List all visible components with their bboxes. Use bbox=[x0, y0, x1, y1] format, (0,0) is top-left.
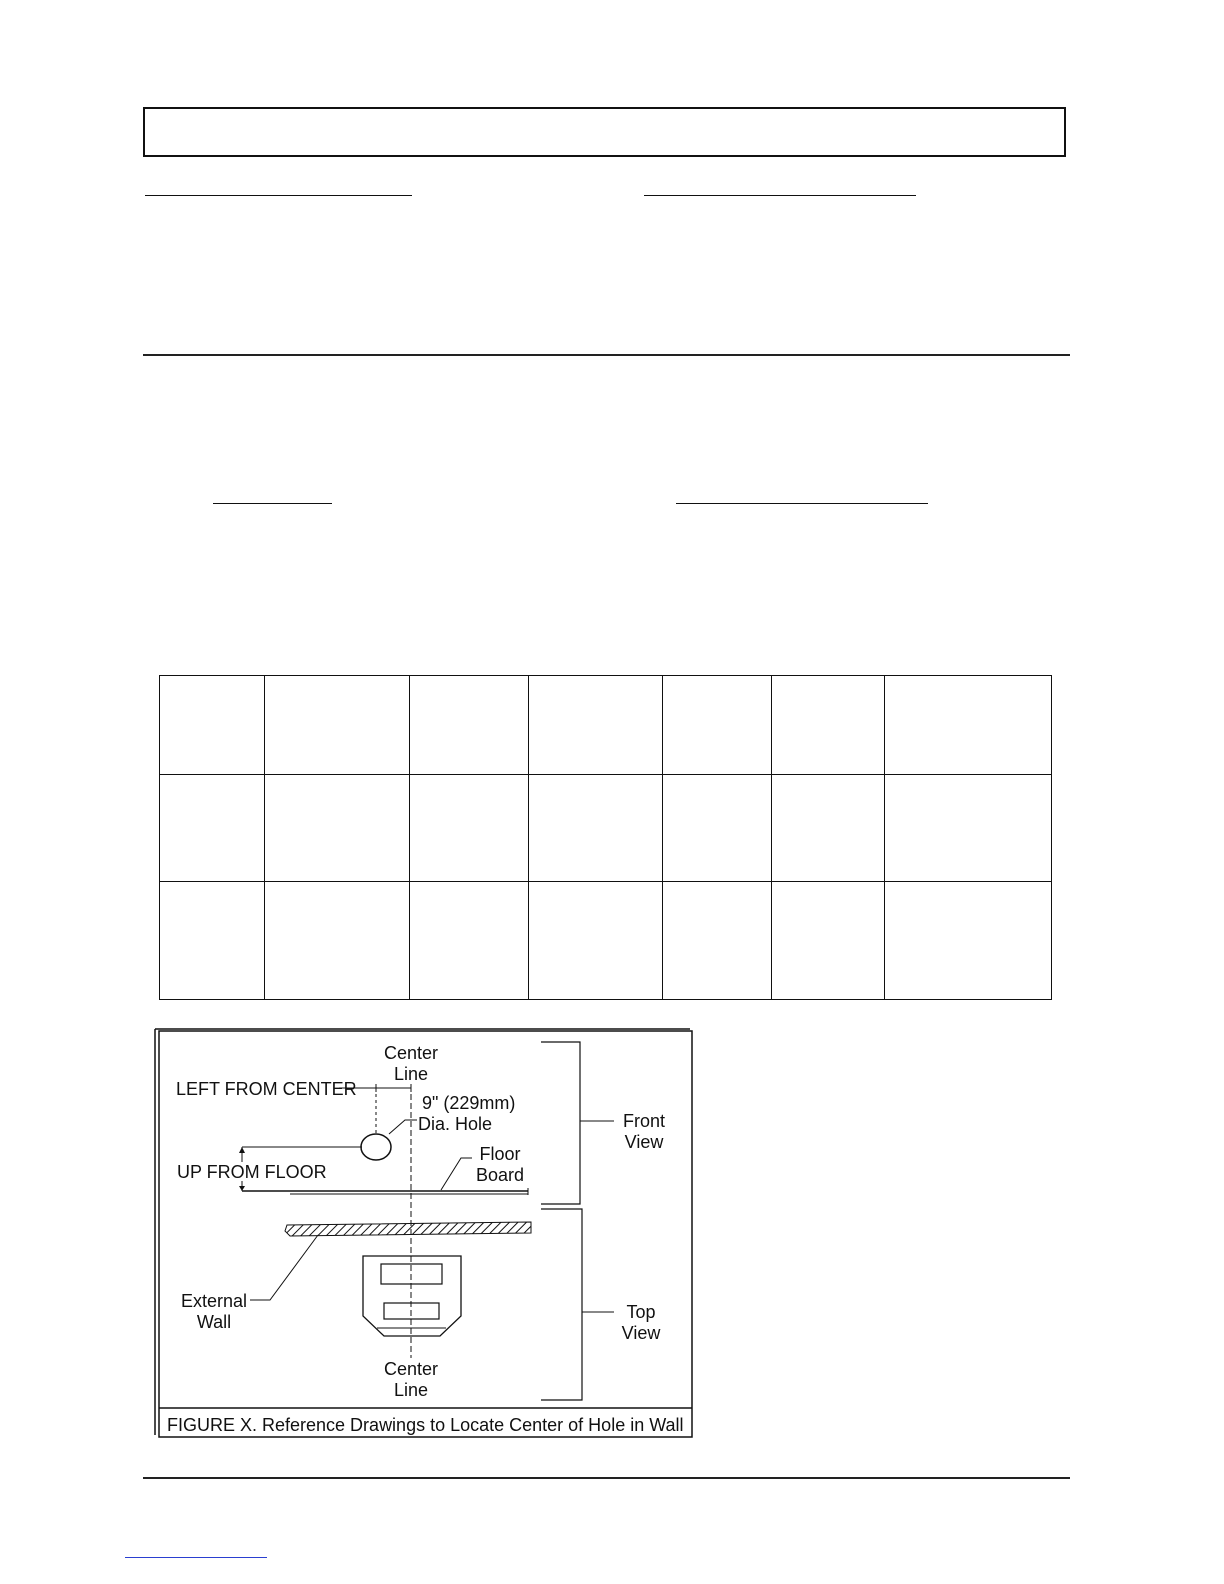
reference-figure bbox=[150, 1022, 700, 1442]
table-cell[interactable] bbox=[663, 775, 772, 882]
table-cell[interactable] bbox=[410, 676, 529, 775]
floor-board-label-1: Floor bbox=[479, 1144, 521, 1164]
table-cell[interactable] bbox=[410, 882, 529, 1000]
left-from-center-label: LEFT FROM CENTER bbox=[176, 1079, 357, 1099]
front-view-label-1: Front bbox=[622, 1111, 666, 1131]
blank-field-line-1[interactable] bbox=[145, 195, 412, 196]
front-view-label-2: View bbox=[624, 1132, 664, 1152]
center-line-label-top-1: Center bbox=[383, 1043, 439, 1063]
table-cell[interactable] bbox=[885, 676, 1052, 775]
front-view-bracket bbox=[541, 1042, 580, 1204]
table-cell[interactable] bbox=[265, 676, 410, 775]
footer-link[interactable] bbox=[125, 1557, 267, 1558]
table-cell[interactable] bbox=[663, 882, 772, 1000]
center-line-label-bottom-1: Center bbox=[383, 1359, 439, 1379]
table-row bbox=[160, 775, 1052, 882]
table-row bbox=[160, 882, 1052, 1000]
table-row bbox=[160, 676, 1052, 775]
hole-circle bbox=[361, 1134, 391, 1160]
table-cell[interactable] bbox=[772, 676, 885, 775]
figure-caption: FIGURE X. Reference Drawings to Locate Center of Hole in Wall bbox=[167, 1415, 684, 1435]
external-wall-hatch bbox=[285, 1222, 531, 1236]
table-cell[interactable] bbox=[160, 775, 265, 882]
blank-field-line-3[interactable] bbox=[213, 503, 332, 504]
floor-board-label-2: Board bbox=[475, 1165, 525, 1185]
blank-data-table bbox=[159, 675, 1052, 1000]
table-cell[interactable] bbox=[885, 882, 1052, 1000]
table-cell[interactable] bbox=[663, 676, 772, 775]
table-cell[interactable] bbox=[160, 882, 265, 1000]
external-wall-label-1: External bbox=[180, 1291, 248, 1311]
external-wall-label-2: Wall bbox=[196, 1312, 232, 1332]
top-view-bracket bbox=[541, 1209, 582, 1400]
table-cell[interactable] bbox=[410, 775, 529, 882]
hole-label-1: 9" (229mm) bbox=[422, 1093, 516, 1113]
section-divider bbox=[143, 354, 1070, 356]
appliance-outline bbox=[363, 1256, 461, 1336]
table-cell[interactable] bbox=[160, 676, 265, 775]
table-cell[interactable] bbox=[772, 775, 885, 882]
blank-field-line-4[interactable] bbox=[676, 503, 928, 504]
table-cell[interactable] bbox=[265, 882, 410, 1000]
center-line-label-top-2: Line bbox=[393, 1064, 429, 1084]
top-view-label-2: View bbox=[621, 1323, 661, 1343]
hole-label-2: Dia. Hole bbox=[418, 1114, 493, 1134]
table-cell[interactable] bbox=[885, 775, 1052, 882]
title-box bbox=[143, 107, 1066, 157]
table-cell[interactable] bbox=[772, 882, 885, 1000]
table-cell[interactable] bbox=[529, 882, 663, 1000]
center-line-label-bottom-2: Line bbox=[393, 1380, 429, 1400]
table-cell[interactable] bbox=[265, 775, 410, 882]
up-from-floor-label: UP FROM FLOOR bbox=[177, 1162, 327, 1182]
table-cell[interactable] bbox=[529, 775, 663, 882]
top-view-label-1: Top bbox=[626, 1302, 656, 1322]
blank-field-line-2[interactable] bbox=[644, 195, 916, 196]
footer-divider bbox=[143, 1477, 1070, 1479]
table-cell[interactable] bbox=[529, 676, 663, 775]
